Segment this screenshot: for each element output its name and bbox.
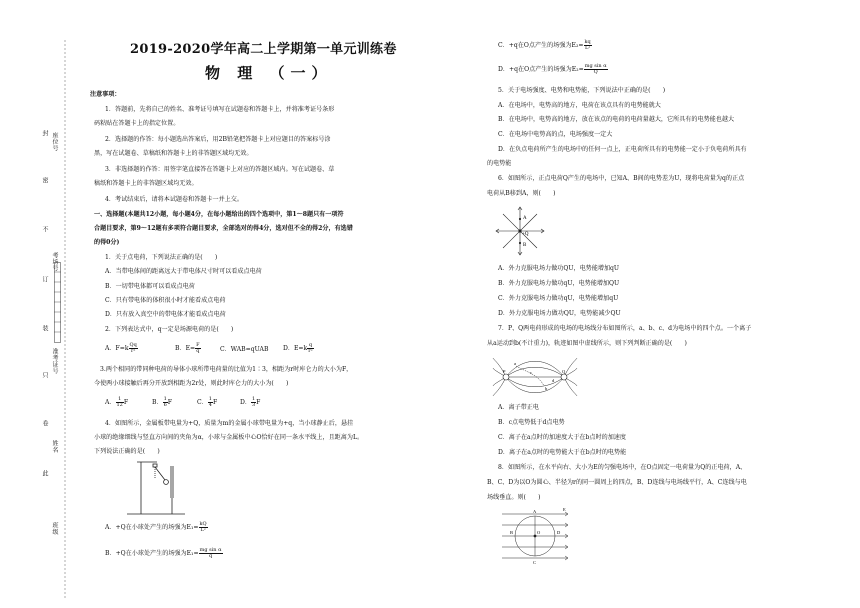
q2-b-den: q (196, 348, 200, 354)
question-4-option-b (105, 548, 223, 559)
question-4-line: 下列说法正确的是( ) (94, 448, 160, 455)
q3-a-fraction (116, 397, 124, 408)
question-8-line: 8．如图所示，在水平向右、大小为E的匀强电场中，在O点固定一电荷量为Q的正电荷，A、 (498, 464, 747, 471)
name-label: 姓名 (51, 440, 58, 453)
question-6-figure (495, 205, 545, 257)
question-8-line: B、C、D为以O为圆心、半径为r的同一圆周上的四点，B、D连线与电场线平行，A、C连线与电 (487, 479, 747, 486)
seal-char-2: 密 (41, 177, 48, 184)
notice-line: 黑，写在试题卷、草稿纸和答题卡上的非答题区域均无效。 (94, 150, 253, 157)
section-instructions: 合题目要求，第9～12题有多项符合题目要求，全部选对的得4分，选对但不全的得2分，有选错 (94, 225, 353, 232)
question-7-line: 从a运动到b(不计重力)，轨迹如图中虚线所示，则下列判断正确的是( ) (487, 340, 687, 347)
question-2-option-c: C．WAB=qUAB (220, 346, 269, 353)
question-5-option-a: A．在电场中，电势高的地方，电荷在该点具有的电势能就大 (498, 102, 661, 109)
question-2-option-b (175, 343, 201, 354)
question-1-stem: 1．关于点电荷，下列说法正确的是( ) (105, 254, 218, 261)
seal-char-3: 不 (41, 226, 48, 233)
q2-a-label: A．F=k (105, 345, 129, 352)
question-4-option-c (498, 40, 592, 51)
q7-fig-a-label: a (514, 361, 516, 366)
q7-fig-b-label: b (545, 386, 548, 391)
question-5-stem: 5．关于电场强度、电势和电势能，下列说法中正确的是( ) (498, 87, 666, 94)
q4-c-label: C．+q在O点产生的场强为E₂= (498, 42, 584, 49)
seal-char-1: 封 (41, 130, 48, 137)
exam-subject: 物 理 （一） (205, 64, 333, 82)
seat-number-label: 座位号 (51, 132, 58, 152)
q3-a-num: 1 (116, 397, 124, 403)
q4-c-fraction (584, 40, 592, 51)
q8-fig-e-label: E (563, 507, 566, 512)
q7-fig-q-label: Q (562, 369, 566, 374)
question-3-line: 今使两小球接触后再分开放到相距为2r处，则此时库仑力的大小为( ) (94, 380, 289, 387)
question-3-option-c (197, 397, 217, 408)
notice-line: 码粘贴在答题卡上的指定位置。 (94, 120, 180, 127)
q8-fig-a-label: A (533, 509, 537, 514)
question-7-line: 7．P、Q两电荷形成的电场的电场线分布如图所示，a、b、c、d为电场中的四个点。一个离子 (498, 325, 752, 332)
q6-fig-a-label: A (523, 216, 527, 221)
notice-line: 3．非选择题的作答：用签字笔直接答在答题卡上对应的答题区域内。写在试题卷、草 (105, 166, 335, 173)
notice-heading: 注意事项： (90, 91, 121, 98)
section-instructions: 的得0分) (94, 239, 120, 246)
class-label: 班级 (51, 522, 58, 535)
q7-fig-p-label: P (503, 369, 506, 374)
question-4-line: 4．如图所示，金属板带电量为+Q，质量为m的金属小球带电量为+q，当小球静止后，悬挂 (105, 420, 354, 427)
q8-fig-b-label: B (510, 530, 514, 535)
seal-char-4: 订 (41, 276, 48, 283)
q3-a-tail: F (123, 399, 129, 406)
exam-room-label: 考场号 (51, 252, 58, 272)
q2-b-num: F (196, 342, 200, 348)
q3-a-label: A． (105, 399, 116, 406)
question-4-figure (125, 458, 197, 516)
question-5-option-b: B．在电场中，电势高的地方，放在该点的电荷的电荷量越大，它所具有的电势能也越大 (498, 116, 735, 123)
q3-b-label: B． (152, 399, 163, 406)
q4-d-num: mg sin α (584, 63, 607, 69)
q2-d-den: r² (308, 348, 313, 354)
question-7-option-d: D．离子在a点时的电势能大于在b点时的电势能 (498, 449, 627, 456)
seal-char-6: 只 (41, 372, 48, 379)
q3-b-num: 1 (163, 396, 167, 402)
q3-d-tail: F (256, 399, 261, 406)
q3-d-label: D． (240, 399, 251, 406)
question-2-option-d (283, 343, 314, 354)
question-1-option-d: D．只有放入真空中的带电体才能看成点电荷 (105, 311, 226, 318)
q4-a-num: kQ (199, 521, 207, 527)
question-6-option-b: B．外力克服电场力做功qU，电势能增加QU (498, 280, 620, 287)
notice-line: 1．答题前，先将自己的姓名、准考证号填写在试题卷和答题卡上，并将准考证号条形 (105, 106, 335, 113)
question-8-line: 场线垂直。则( ) (487, 494, 541, 501)
question-3-option-d (240, 397, 260, 408)
question-1-option-c: C．只有带电体的体积很小时才能看成点电荷 (105, 297, 226, 304)
q3-a-den: 12 (116, 402, 123, 408)
q6-fig-b-label: B (523, 243, 527, 248)
question-5-option-d-cont: 的电势能 (487, 160, 512, 167)
question-1-option-a: A．当带电体间的距离远大于带电体尺寸时可以看成点电荷 (105, 268, 262, 275)
question-7-option-a: A．离子带正电 (498, 404, 539, 411)
question-3-line: 3.两个相同的带同种电荷的导体小球所带电荷量的比值为1∶3，相距为r时库仑力的大小为F， (100, 366, 353, 373)
q2-a-num: Qq (129, 342, 137, 348)
q4-d-label: D．+q在O点产生的场强为E₂= (498, 66, 584, 73)
section-instructions: 一、选择题(本题共12小题，每小题4分，在每小题给出的四个选项中，第1～8题只有一项符 (94, 211, 344, 218)
q4-c-num: kq (584, 39, 591, 45)
question-7-option-b: B．c点电势低于d点电势 (498, 419, 565, 426)
question-2-option-a (105, 343, 138, 354)
candidate-number-boxes (54, 262, 62, 344)
q7-fig-c-label: c (530, 370, 532, 375)
seal-char-8: 此 (41, 470, 48, 477)
candidate-number-label: 准考证号 (51, 348, 58, 374)
q8-fig-c-label: C (533, 560, 537, 565)
q3-d-num: 1 (251, 396, 256, 402)
q4-a-fraction (199, 522, 208, 533)
q3-c-num: 1 (208, 396, 212, 402)
q2-d-label: D．E=k (283, 345, 308, 352)
question-4-option-a (105, 522, 208, 533)
q2-b-label: B．E= (175, 345, 196, 352)
q4-d-den: Q (593, 69, 598, 75)
question-4-option-d (498, 64, 608, 75)
q2-d-num: q (308, 342, 313, 348)
q4-b-num: mg sin α (199, 547, 222, 553)
question-2-stem: 2．下列表达式中，q一定是场源电荷的是( ) (105, 326, 234, 333)
q3-c-den: 4 (208, 402, 212, 408)
question-6-line: 6．如图所示，正点电荷Q产生的电场中，已知A、B间的电势差为U，现将电荷量为q的正点 (498, 175, 745, 182)
question-6-line: 电荷从B移到A，则( ) (487, 190, 556, 197)
question-6-option-d: D．外力克服电场力做功QU，电势能减少QU (498, 310, 621, 317)
q4-b-den: q (208, 553, 213, 559)
q7-fig-d-label: d (552, 378, 555, 383)
question-6-option-a: A．外力克服电场力做功QU，电势能增加qU (498, 265, 620, 272)
question-5-option-c: C．在电场中电势高的点，电场强度一定大 (498, 131, 613, 138)
q4-c-den: L² (584, 45, 591, 51)
q4-a-label: A．+Q在小球处产生的场强为E₁= (105, 524, 199, 531)
q4-d-fraction (584, 64, 608, 75)
question-3-option-a (105, 397, 128, 408)
q8-fig-o-label: O (537, 530, 541, 535)
question-4-line: 小球的绝缘细线与竖直方向间的夹角为α，小球与金属板中心O恰好在同一条水平线上，且距离为L。 (94, 434, 364, 441)
seal-char-5: 装 (41, 325, 48, 332)
q3-c-tail: F (212, 399, 218, 406)
seal-char-7: 卷 (41, 420, 48, 427)
q6-fig-charge-label: +Q (522, 232, 529, 237)
binding-dashed-line (63, 40, 67, 600)
q3-c-label: C． (197, 399, 208, 406)
question-3-option-b (152, 397, 172, 408)
notice-line: 4．考试结束后，请将本试题卷和答题卡一并上交。 (105, 196, 243, 203)
question-5-option-d: D．在负点电荷所产生的电场中的任何一点上，正电荷所具有的电势能一定小于负电荷所具有 (498, 146, 747, 153)
question-8-figure (500, 506, 572, 566)
exam-title: 2019-2020学年高二上学期第一单元训练卷 (130, 42, 397, 57)
q4-a-den: L² (200, 527, 206, 533)
q2-d-fraction (307, 343, 313, 354)
q2-b-fraction (195, 343, 200, 354)
q3-d-den: 3 (251, 402, 256, 408)
q3-b-tail: F (167, 399, 172, 406)
q4-b-fraction (199, 548, 223, 559)
q2-a-fraction (129, 343, 138, 354)
question-6-option-c: C．外力克服电场力做功qU，电势能增加qU (498, 295, 619, 302)
notice-line: 稿纸和答题卡上的非答题区域均无效。 (94, 180, 198, 187)
q3-b-den: 6 (163, 402, 167, 408)
question-7-figure (492, 354, 578, 400)
question-7-option-c: C．离子在a点时的加速度大于在b点时的加速度 (498, 434, 626, 441)
q8-fig-d-label: D (557, 530, 561, 535)
notice-line: 2．选择题的作答：每小题选出答案后，用2B铅笔把答题卡上对应题目的答案标号涂 (105, 136, 331, 143)
question-1-option-b: B．一切带电体都可以看成点电荷 (105, 283, 195, 290)
q2-a-den: r² (130, 348, 136, 354)
q4-b-label: B．+Q在小球处产生的场强为E₁= (105, 550, 199, 557)
